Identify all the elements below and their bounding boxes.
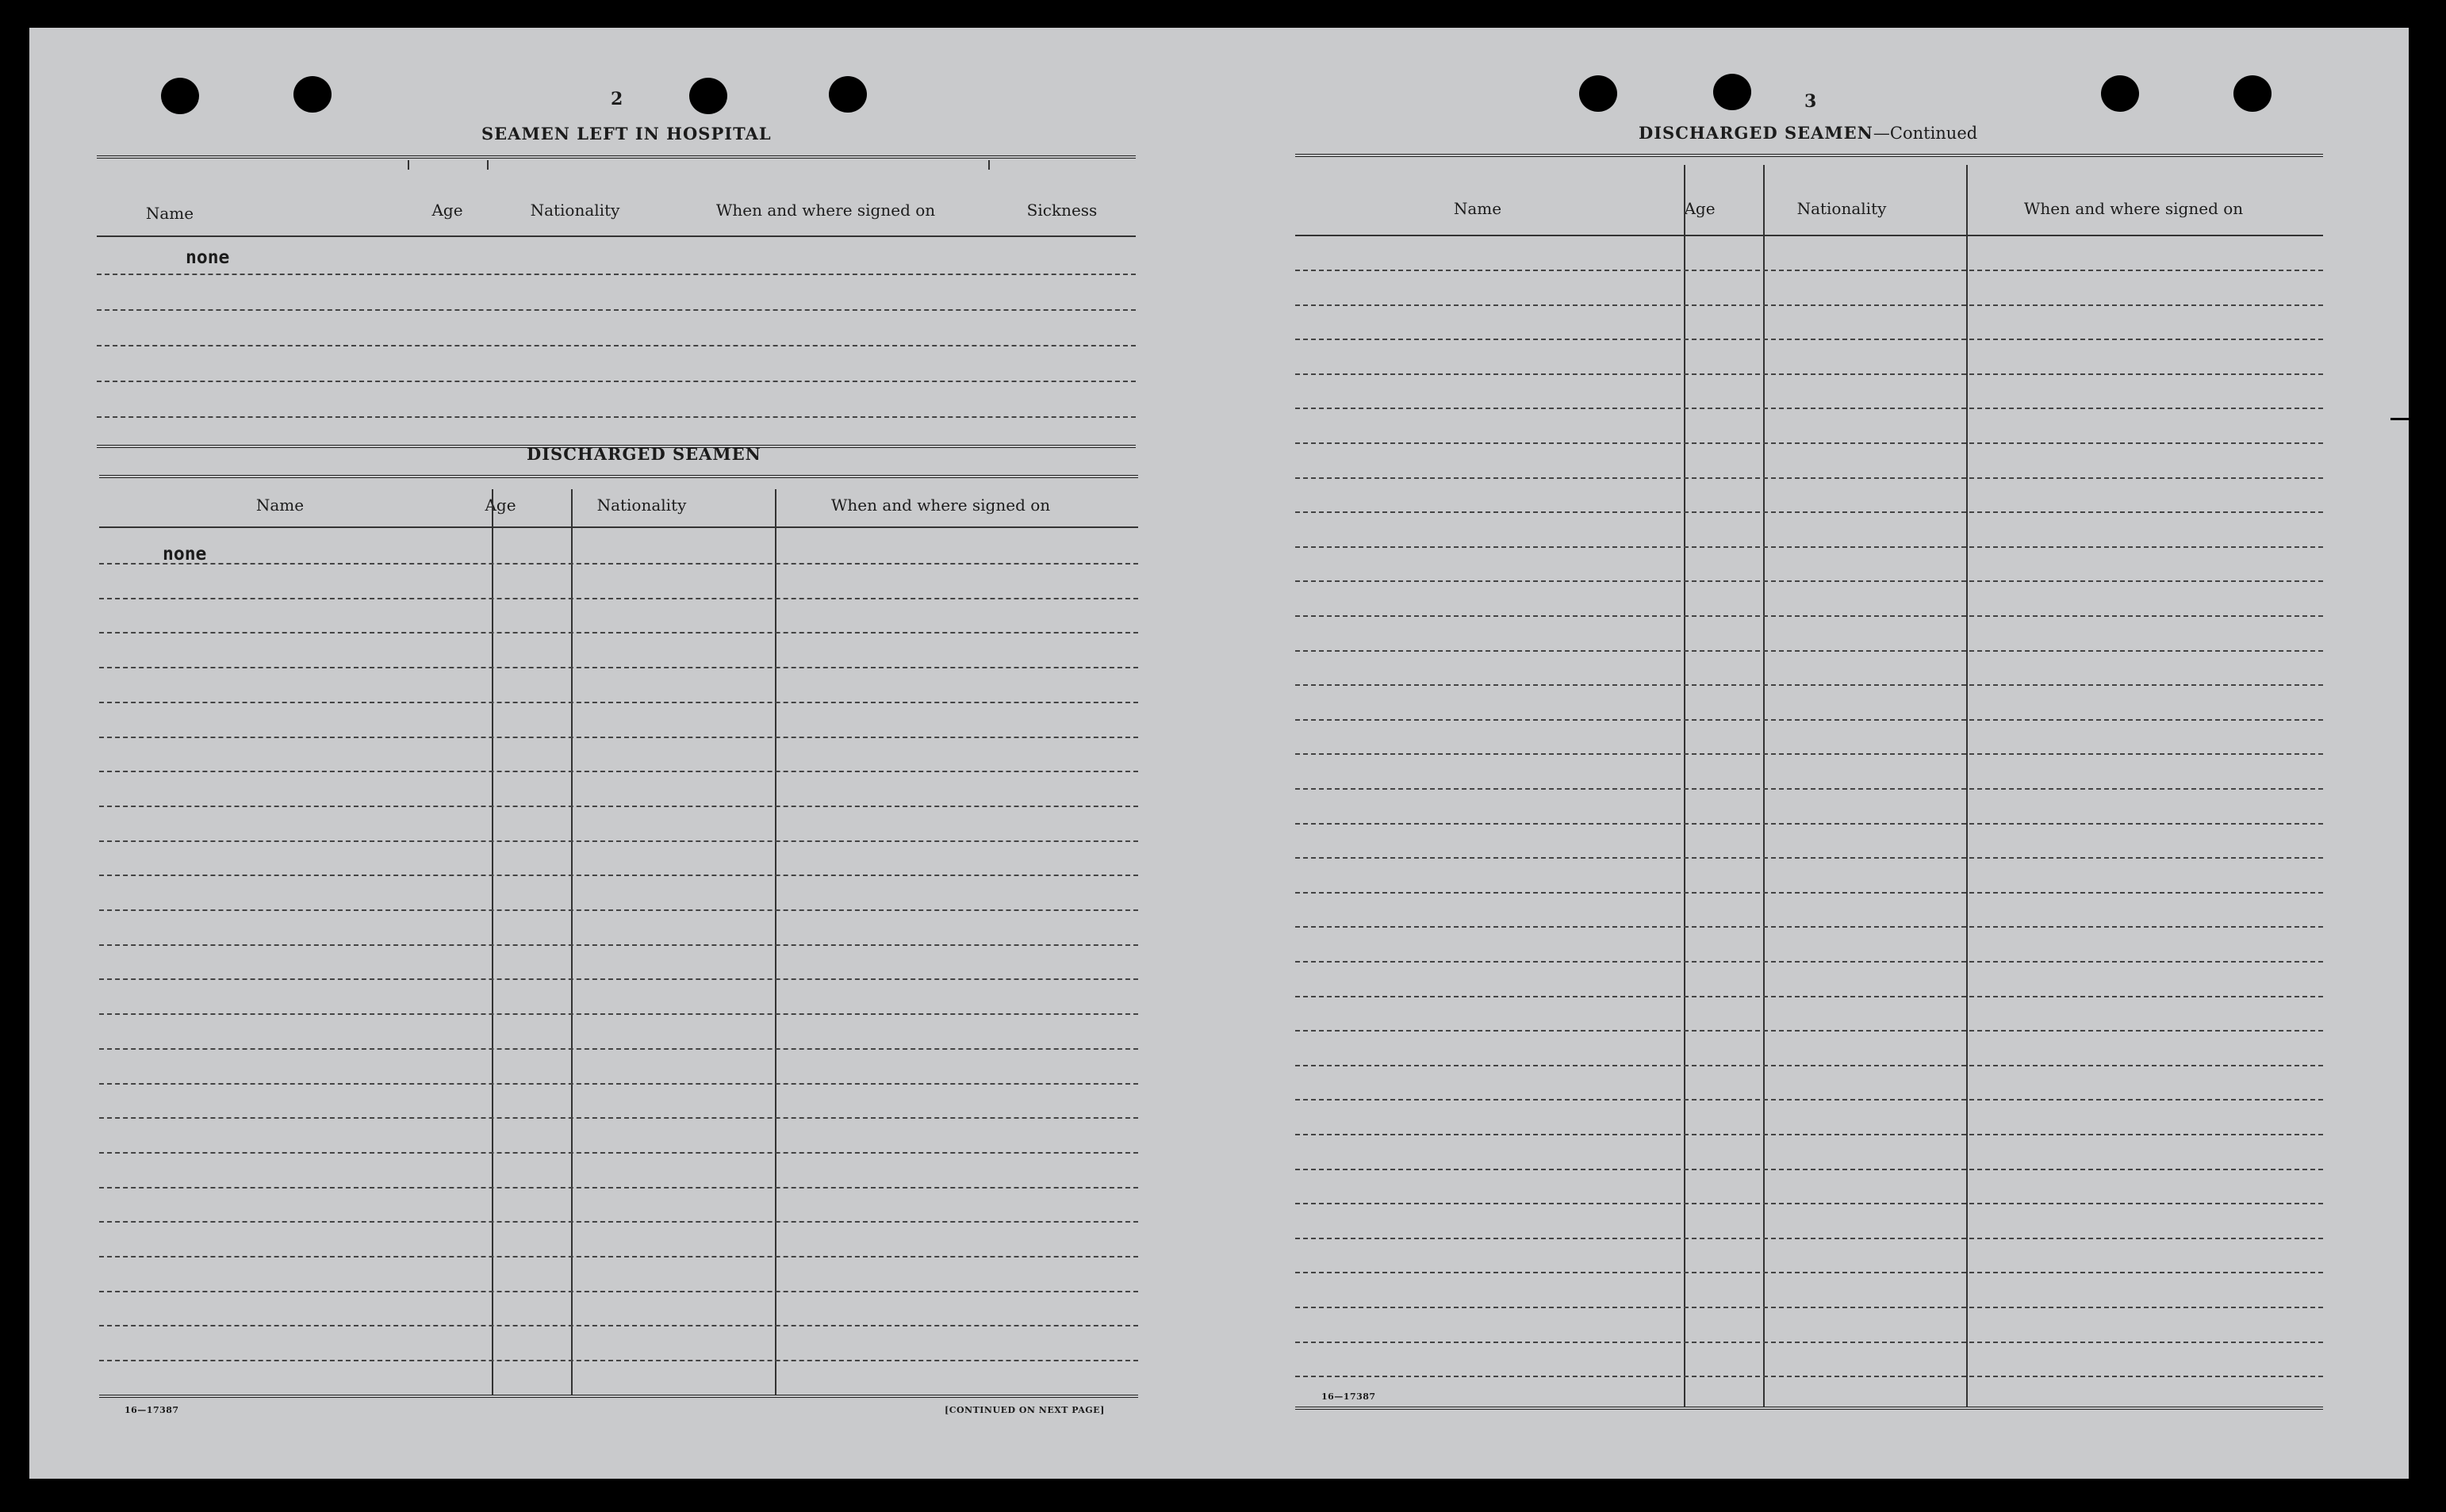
row-rule (1295, 1030, 2323, 1032)
row-rule (1295, 511, 2323, 513)
col-header-signed-on: When and where signed on (2023, 199, 2244, 218)
row-rule (99, 667, 1138, 668)
discharged-table (99, 475, 1138, 1395)
row-rule (99, 598, 1138, 599)
row-rule (1295, 788, 2323, 790)
row-rule (1295, 408, 2323, 409)
header-rule (97, 235, 1136, 237)
continued-note: [CONTINUED ON NEXT PAGE] (945, 1405, 1105, 1415)
punch-hole (1713, 74, 1751, 110)
row-rule (1295, 926, 2323, 928)
column-divider (487, 160, 489, 170)
row-rule (1295, 753, 2323, 755)
col-header-name: Name (255, 496, 305, 515)
col-header-name: Name (145, 204, 194, 223)
column-divider (988, 160, 990, 170)
row-rule (1295, 1134, 2323, 1135)
punch-hole (293, 76, 332, 113)
column-divider (1684, 165, 1685, 1407)
hospital-entry-name: none (186, 247, 230, 268)
row-rule (1295, 1065, 2323, 1066)
page-number-right: 3 (1804, 91, 1817, 112)
row-rule (1295, 615, 2323, 617)
continued-suffix: —Continued (1873, 124, 1978, 143)
row-rule (97, 274, 1136, 275)
discharged-section-title: DISCHARGED SEAMEN (527, 444, 761, 464)
row-rule (99, 1083, 1138, 1085)
row-rule (99, 632, 1138, 634)
row-rule (99, 806, 1138, 807)
col-header-nationality: Nationality (596, 496, 687, 515)
row-rule (99, 1187, 1138, 1189)
row-rule (99, 1325, 1138, 1326)
row-rule (1295, 1307, 2323, 1308)
row-rule (99, 1256, 1138, 1257)
row-rule (1295, 857, 2323, 859)
discharged-continued-table (1295, 154, 2323, 1407)
header-rule (99, 526, 1138, 528)
hospital-section-title: SEAMEN LEFT IN HOSPITAL (481, 124, 772, 144)
col-header-nationality: Nationality (530, 201, 620, 220)
punch-hole (829, 76, 867, 113)
row-rule (99, 1013, 1138, 1015)
row-rule (1295, 684, 2323, 686)
hospital-table (97, 155, 1136, 423)
row-rule (1295, 1342, 2323, 1343)
column-divider (492, 489, 493, 1395)
row-rule (1295, 373, 2323, 375)
form-number-right: 16—17387 (1321, 1391, 1376, 1402)
column-divider (775, 489, 776, 1395)
row-rule (99, 702, 1138, 703)
row-rule (1295, 1169, 2323, 1170)
row-rule (1295, 270, 2323, 271)
row-rule (1295, 996, 2323, 997)
col-header-age: Age (1684, 199, 1716, 218)
column-divider (571, 489, 573, 1395)
page-number-left: 2 (611, 89, 623, 109)
row-rule (1295, 892, 2323, 894)
row-rule (1295, 304, 2323, 306)
row-rule (99, 875, 1138, 876)
col-header-age: Age (485, 496, 516, 515)
column-divider (1763, 165, 1765, 1407)
row-rule (1295, 1272, 2323, 1273)
row-rule (99, 737, 1138, 738)
row-rule (99, 563, 1138, 565)
form-number-left: 16—17387 (125, 1405, 179, 1415)
discharged-continued-title (1639, 123, 1977, 143)
punch-hole (689, 78, 727, 114)
col-header-signed-on: When and where signed on (715, 201, 936, 220)
header-rule (1295, 235, 2323, 236)
col-header-name: Name (1453, 199, 1502, 218)
row-rule (1295, 1099, 2323, 1101)
row-rule (1295, 580, 2323, 582)
edge-tick (2390, 418, 2413, 420)
row-rule (99, 1048, 1138, 1050)
document-sheet (29, 28, 2409, 1479)
discharged-entry-name: none (163, 544, 207, 565)
row-rule (99, 771, 1138, 772)
column-divider (408, 160, 409, 170)
row-rule (1295, 477, 2323, 479)
row-rule (1295, 719, 2323, 721)
row-rule (99, 1291, 1138, 1292)
row-rule (97, 416, 1136, 418)
punch-hole (161, 78, 199, 114)
col-header-sickness: Sickness (1026, 201, 1098, 220)
col-header-nationality: Nationality (1796, 199, 1887, 218)
row-rule (99, 1221, 1138, 1223)
row-rule (1295, 442, 2323, 444)
row-rule (1295, 546, 2323, 548)
row-rule (99, 978, 1138, 980)
punch-hole (2101, 75, 2139, 112)
row-rule (99, 1117, 1138, 1119)
row-rule (1295, 823, 2323, 825)
row-rule (99, 1360, 1138, 1361)
row-rule (97, 309, 1136, 311)
column-divider (1966, 165, 1968, 1407)
punch-hole (1579, 75, 1617, 112)
row-rule (1295, 1238, 2323, 1239)
row-rule (99, 1152, 1138, 1154)
col-header-signed-on: When and where signed on (830, 496, 1051, 515)
row-rule (1295, 650, 2323, 652)
row-rule (1295, 1203, 2323, 1204)
col-header-age: Age (431, 201, 463, 220)
punch-hole (2233, 75, 2272, 112)
row-rule (99, 944, 1138, 946)
row-rule (1295, 339, 2323, 340)
row-rule (1295, 1376, 2323, 1377)
row-rule (97, 381, 1136, 382)
discharged-continued-title-text: DISCHARGED SEAMEN (1639, 123, 1873, 143)
row-rule (99, 909, 1138, 911)
row-rule (97, 345, 1136, 346)
row-rule (99, 840, 1138, 842)
row-rule (1295, 961, 2323, 963)
